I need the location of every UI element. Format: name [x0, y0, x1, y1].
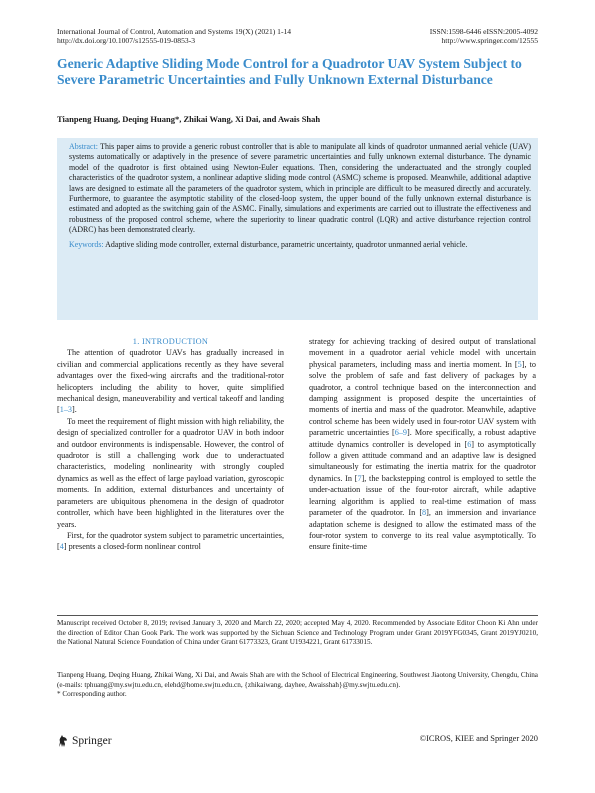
intro-paragraph-2: To meet the requirement of flight mission with high reliability, the design of specialized controller for a quadrotor UAV in both indoor and outdoor environments is indispensable. However, the control of quadrotor is still a challenging work due to underactuated characteristics, modeling nonlinearity with strongly coupled dynamics as well as the effect of large payload variation, gyroscopic moments. In addition, external disturbances and uncertainty of parameters are ubiquitous phenomena in the design of quadrotor controller, which have been highlighted in the literatures over the years. — [57, 416, 284, 529]
intro-paragraph-3 — [57, 530, 284, 553]
right-column — [309, 336, 536, 553]
citation-link[interactable]: 6–9 — [394, 428, 407, 438]
keywords-text: Adaptive sliding mode controller, external disturbance, parametric uncertainty, quadrotor unmanned aerial vehicle. — [103, 239, 468, 249]
left-column — [57, 336, 284, 553]
manuscript-text: Manuscript received October 8, 2019; revised January 3, 2020 and March 22, 2020; accepted May 4, 2020. Recommended by Associate Editor Choon Ki Ahn under the direction of Editor Chan Gook Park. The work was supported by the Sichuan Science and Technology Program under Grant 2019YFG0345, Grant 2019YJ0210, the National Natural Science Foundation of China under Grant 61773323, Grant U1934221, Grant 61733015. — [57, 619, 538, 647]
paragraph-text: ]. — [72, 405, 77, 415]
running-header-right — [318, 27, 538, 46]
abstract — [69, 142, 531, 236]
paragraph-text: ], an immersion and invariance adaptation scheme is designed to allow the estimated mass of the four-rotor system to converge to its real value asymptotically. To ensure finite-time — [309, 508, 536, 552]
author-list: Tianpeng Huang, Deqing Huang*, Zhikai Wang, Xi Dai, and Awais Shah — [57, 114, 321, 124]
abstract-box — [57, 138, 538, 320]
paragraph-text: The attention of quadrotor UAVs has gradually increased in civilian and commercial applications recently as they have several advantages over the fixed-wing aircrafts and the traditional-rotor helicopters including the ability to hover, quite simplified mechanical design, maneuverability and vertical takeoff and landing [ — [57, 348, 284, 415]
paragraph-text: ] to asymptotically follow a given attitude command and an adaptive law is designed simultaneously for estimating the inertia matrix for the quadrotor dynamics. In [ — [309, 439, 536, 483]
paragraph-text: First, for the quadrotor system subject to parametric uncertainties, [ — [57, 530, 284, 552]
citation-link[interactable]: 5 — [517, 359, 522, 369]
affiliation-text: Tianpeng Huang, Deqing Huang, Zhikai Wang, Xi Dai, and Awais Shah are with the School of Electrical Engineering, Southwest Jiaotong University, Chengdu, China (e-mails: tphuang@my.swjtu.edu.cn, elehd@home.swjtu.edu.cn, {zhikaiwang, dayhee, Awaisshah}@my.swjtu.edu.cn). — [57, 671, 538, 689]
springer-horse-icon — [57, 734, 69, 748]
keywords-label: Keywords: — [69, 239, 104, 249]
publisher-name: Springer — [72, 735, 112, 747]
issn: ISSN:1598-6446 eISSN:2005-4092 — [429, 27, 538, 36]
journal-url[interactable]: http://www.springer.com/12555 — [441, 36, 538, 46]
affiliation-note — [57, 671, 538, 700]
publisher-logo — [57, 734, 112, 748]
citation-link[interactable]: 7 — [357, 473, 362, 483]
footnote-divider — [57, 615, 538, 616]
paragraph-text: ]. More specifically, a robust adaptive attitude dynamics controller is developed in [ — [309, 428, 536, 449]
paragraph-text: ], to solve the problem of safe and fast delivery of packages by a quadrotor, a control technique based on the interconnection and damping assignment is proposed despite the uncertainties of moments of inertia and mass of the quadrotor. Meanwhile, adaptive control scheme has been widely used in four-rotor UAV system with parametric uncertainties [ — [309, 359, 536, 438]
citation-link[interactable]: 8 — [422, 508, 427, 518]
corresponding-author-note: * Corresponding author. — [57, 690, 127, 699]
paragraph-text: ], the backstepping control is employed to settle the under-actuation issue of the four-rotor aircraft, while adaptive learning algorithm is applied to real-time estimation of mass parameter of the quadrotor. In [ — [309, 473, 536, 518]
paper-title: Generic Adaptive Sliding Mode Control for a Quadrotor UAV System Subject to Severe Parametric Uncertainties and Fully Unknown External Disturbance — [57, 56, 522, 87]
paragraph-text: strategy for achieving tracking of desired output of translational movement in a quadrotor aerial vehicle model with uncertain physical parameters, including mass and inertia moment. In [ — [309, 337, 536, 369]
manuscript-note — [57, 619, 538, 648]
doi-link[interactable]: http://dx.doi.org/10.1007/s12555-019-0853-3 — [57, 36, 196, 46]
citation-link[interactable]: 1–3 — [59, 405, 73, 415]
intro-paragraph-1 — [57, 347, 284, 415]
intro-paragraph-continued — [309, 336, 536, 553]
copyright-notice: ©ICROS, KIEE and Springer 2020 — [419, 734, 538, 743]
abstract-label: Abstract: — [69, 142, 98, 151]
section-heading: 1. INTRODUCTION — [132, 337, 209, 346]
keywords — [69, 240, 531, 250]
abstract-text: This paper aims to provide a generic robust controller that is able to manipulate all kinds of quadrotor unmanned aerial vehicle (UAV) systems automatically or adaptively in the presence of severe parametric uncertainties and fully unknown external disturbance. The dynamic model of the quadrotor is first obtained using Newton-Euler equations. Then, considering the underactuated and the strongly coupled characteristics of the quadrotor system, a nonlinear adaptive sliding mode control (ASMC) scheme is proposed. Meanwhile, additional adaptive laws are designed to estimate all the parameters of the quadrotor system, which in principle are difficult to be measured directly and accurately. Furthermore, to guarantee the asymptotic stability of the closed-loop system, the upper bound of the fully unknown external disturbance is estimated and adopted as the switching gain of the ASMC. Finally, simulations and experiments are carried out to illustrate the effectiveness and robustness of the proposed control scheme, where the superiority to linear quadratic control (LQR) and active disturbance rejection control (ADRC) has been demonstrated clearly. — [69, 142, 531, 235]
running-header-left — [57, 27, 357, 46]
citation-link[interactable]: 6 — [467, 439, 472, 449]
citation-link[interactable]: 4 — [59, 542, 64, 552]
paragraph-text: ] presents a closed-form nonlinear control — [63, 542, 201, 552]
journal-citation: International Journal of Control, Automation and Systems 19(X) (2021) 1-14 — [57, 27, 292, 36]
